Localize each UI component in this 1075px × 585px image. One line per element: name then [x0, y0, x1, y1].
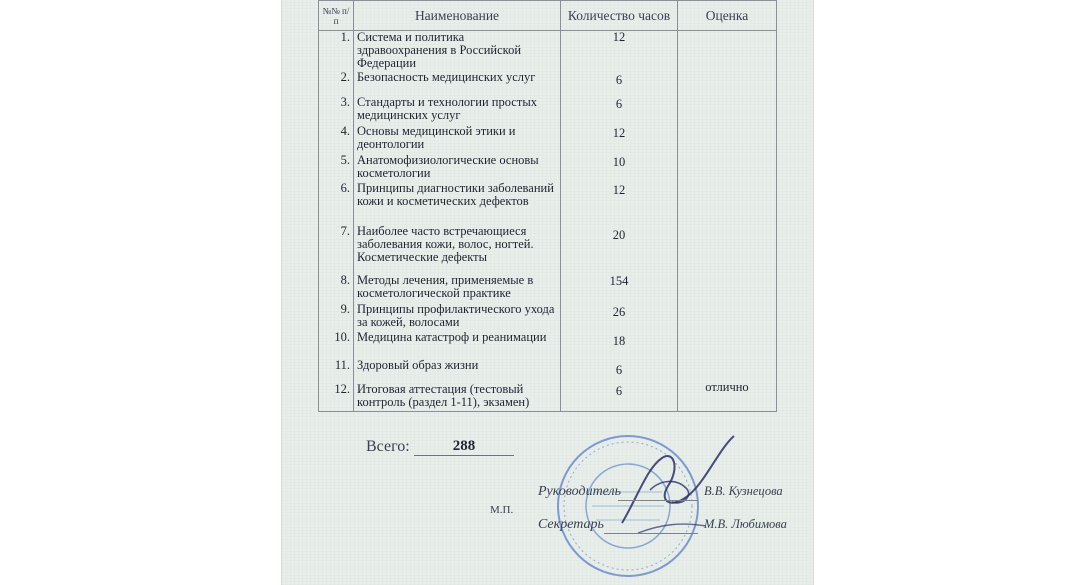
secretary-role-label: Секретарь	[538, 517, 604, 532]
header-grade: Оценка	[678, 1, 777, 31]
row-number: 6.	[319, 182, 354, 225]
total-underline	[414, 455, 514, 456]
row-number: 2.	[319, 71, 354, 96]
header-name: Наименование	[354, 1, 561, 31]
row-grade: отлично	[678, 381, 777, 412]
row-hours: 6	[561, 359, 678, 381]
row-name: Основы медицинской этики и деонтологии	[354, 125, 561, 154]
row-number: 12.	[319, 381, 354, 412]
secretary-signature-line	[604, 533, 698, 534]
seal-place-label: М.П.	[490, 504, 514, 516]
row-grade	[678, 274, 777, 303]
row-grade	[678, 125, 777, 154]
row-name: Анатомофизиологические основы косметологии	[354, 154, 561, 182]
row-hours: 6	[561, 96, 678, 125]
row-name: Наиболее часто встречающиеся заболевания кожи, волос, ногтей. Косметические дефекты	[354, 225, 561, 274]
table-row	[319, 225, 777, 274]
row-hours: 20	[561, 225, 678, 274]
table-row	[319, 274, 777, 303]
table-row	[319, 359, 777, 381]
table-row	[319, 381, 777, 412]
table-row	[319, 96, 777, 125]
row-hours: 12	[561, 182, 678, 225]
table-header-row	[319, 1, 777, 31]
row-name: Медицина катастроф и реанимации	[354, 331, 561, 359]
row-hours: 18	[561, 331, 678, 359]
row-hours: 6	[561, 381, 678, 412]
row-number: 10.	[319, 331, 354, 359]
total-label: Всего:	[366, 438, 410, 455]
head-name: В.В. Кузнецова	[704, 484, 783, 498]
table-row	[319, 31, 777, 71]
row-grade	[678, 331, 777, 359]
row-number: 11.	[319, 359, 354, 381]
row-grade	[678, 96, 777, 125]
row-hours: 26	[561, 303, 678, 331]
row-name: Безопасность медицинских услуг	[354, 71, 561, 96]
secretary-name: М.В. Любимова	[704, 517, 787, 531]
header-number: №№ п/п	[319, 1, 354, 31]
row-number: 5.	[319, 154, 354, 182]
row-number: 1.	[319, 31, 354, 71]
row-number: 3.	[319, 96, 354, 125]
row-grade	[678, 359, 777, 381]
row-hours: 6	[561, 71, 678, 96]
table-row	[319, 182, 777, 225]
row-name: Принципы профилактического ухода за кожей, волосами	[354, 303, 561, 331]
row-number: 7.	[319, 225, 354, 274]
row-hours: 12	[561, 125, 678, 154]
row-grade	[678, 303, 777, 331]
row-grade	[678, 31, 777, 71]
row-name: Методы лечения, применяемые в косметологической практике	[354, 274, 561, 303]
row-number: 4.	[319, 125, 354, 154]
table-row	[319, 125, 777, 154]
row-name: Принципы диагностики заболеваний кожи и косметических дефектов	[354, 182, 561, 225]
total-value: 288	[452, 438, 476, 454]
head-signature-line	[618, 500, 698, 501]
row-name: Итоговая аттестация (тестовый контроль (раздел 1-11), экзамен)	[354, 381, 561, 412]
document-sheet	[281, 0, 814, 585]
header-hours: Количество часов	[561, 1, 678, 31]
row-hours: 154	[561, 274, 678, 303]
table-row	[319, 331, 777, 359]
row-number: 9.	[319, 303, 354, 331]
row-name: Система и политика здравоохранения в Российской Федерации	[354, 31, 561, 71]
table-row	[319, 303, 777, 331]
row-grade	[678, 71, 777, 96]
course-table	[318, 0, 777, 412]
row-hours: 12	[561, 31, 678, 71]
table-row	[319, 154, 777, 182]
table-row	[319, 71, 777, 96]
row-name: Стандарты и технологии простых медицинских услуг	[354, 96, 561, 125]
row-hours: 10	[561, 154, 678, 182]
row-grade	[678, 154, 777, 182]
row-number: 8.	[319, 274, 354, 303]
row-grade	[678, 225, 777, 274]
head-role-label: Руководитель	[538, 484, 622, 499]
row-grade	[678, 182, 777, 225]
row-name: Здоровый образ жизни	[354, 359, 561, 381]
